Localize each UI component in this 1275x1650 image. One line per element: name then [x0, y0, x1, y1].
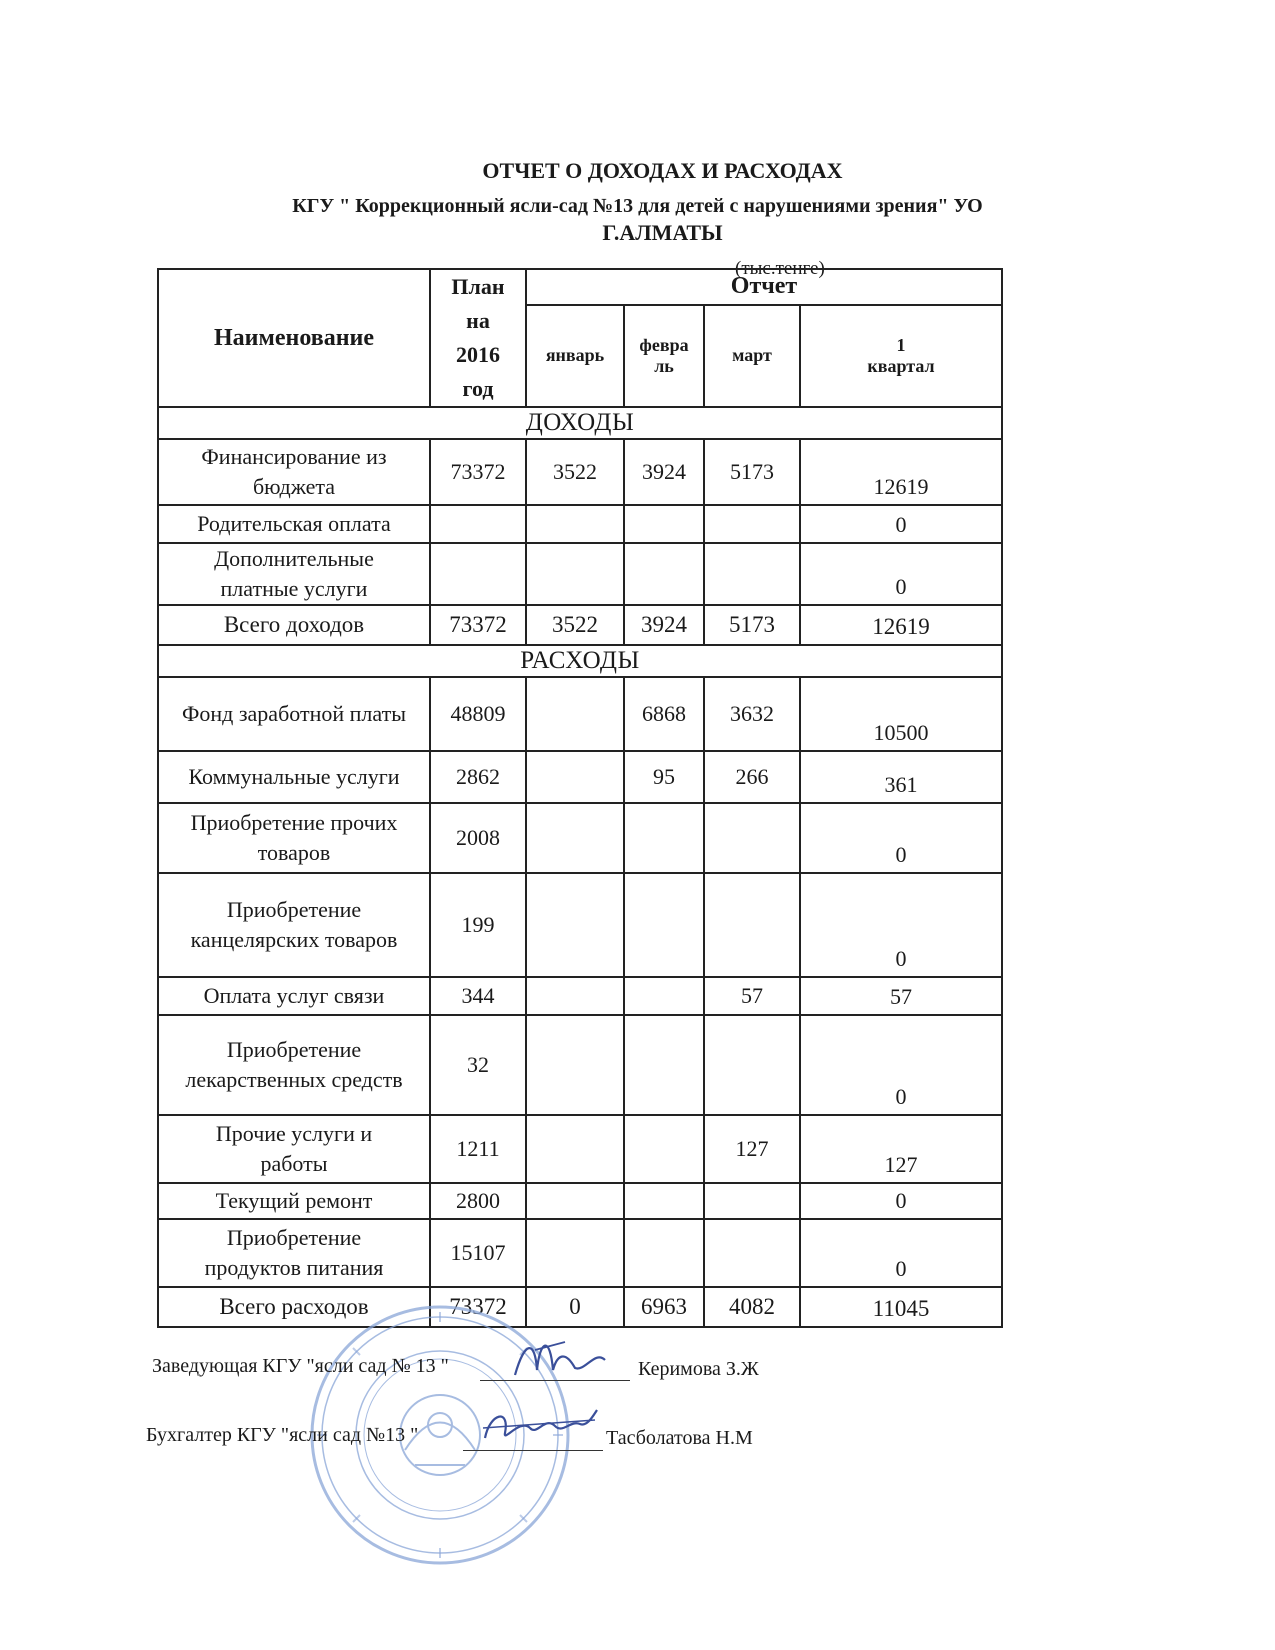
row-name: Приобретение продуктов питания — [158, 1219, 430, 1287]
col-header-plan: План на 2016 год — [430, 269, 526, 407]
cell-plan: 73372 — [430, 439, 526, 505]
col-header-february: февра ль — [624, 305, 704, 407]
row-name: Финансирование из бюджета — [158, 439, 430, 505]
cell-february — [624, 1015, 704, 1115]
cell-march: 57 — [704, 977, 800, 1015]
head-signature-icon — [505, 1330, 615, 1390]
expense-section-row — [158, 645, 1002, 677]
head-name: Керимова З.Ж — [638, 1358, 759, 1380]
head-signature-line — [480, 1380, 630, 1381]
cell-march: 5173 — [704, 439, 800, 505]
cell-plan — [430, 543, 526, 605]
cell-january: 3522 — [526, 439, 624, 505]
cell-march: 4082 — [704, 1287, 800, 1327]
income-section-title: ДОХОДЫ — [158, 407, 1002, 439]
cell-quarter: 0 — [800, 1219, 1002, 1287]
row-name: Коммунальные услуги — [158, 751, 430, 803]
table-row — [158, 505, 1002, 543]
cell-january — [526, 1183, 624, 1219]
cell-quarter: 0 — [800, 543, 1002, 605]
col-header-report: Отчет — [526, 269, 1002, 305]
cell-quarter: 0 — [800, 505, 1002, 543]
cell-february — [624, 977, 704, 1015]
accountant-signature-line — [463, 1450, 603, 1451]
table-row — [158, 873, 1002, 977]
cell-february — [624, 543, 704, 605]
cell-plan: 2862 — [430, 751, 526, 803]
table-row — [158, 803, 1002, 873]
cell-quarter: 57 — [800, 977, 1002, 1015]
row-name: Текущий ремонт — [158, 1183, 430, 1219]
cell-february — [624, 803, 704, 873]
cell-quarter: 0 — [800, 873, 1002, 977]
accountant-signature-icon — [475, 1398, 605, 1458]
cell-quarter: 0 — [800, 1183, 1002, 1219]
income-expense-table — [157, 268, 1003, 1328]
cell-plan — [430, 505, 526, 543]
cell-february: 6868 — [624, 677, 704, 751]
row-name: Приобретение прочих товаров — [158, 803, 430, 873]
cell-january — [526, 803, 624, 873]
table-row — [158, 977, 1002, 1015]
table-row — [158, 439, 1002, 505]
expense-section-title: РАСХОДЫ — [158, 645, 1002, 677]
cell-quarter: 127 — [800, 1115, 1002, 1183]
cell-march — [704, 803, 800, 873]
table-row — [158, 543, 1002, 605]
table-row — [158, 1015, 1002, 1115]
head-signature-label: Заведующая КГУ "ясли сад № 13 " — [152, 1355, 449, 1377]
cell-february — [624, 505, 704, 543]
cell-february — [624, 1115, 704, 1183]
cell-january — [526, 751, 624, 803]
cell-march: 3632 — [704, 677, 800, 751]
income-section-row — [158, 407, 1002, 439]
units-label: (тыс.тенге) — [735, 258, 825, 279]
col-header-quarter: 1 квартал — [800, 305, 1002, 407]
row-name: Фонд заработной платы — [158, 677, 430, 751]
cell-plan: 15107 — [430, 1219, 526, 1287]
row-name: Всего расходов — [158, 1287, 430, 1327]
cell-quarter: 0 — [800, 1015, 1002, 1115]
cell-quarter: 12619 — [800, 605, 1002, 645]
cell-january — [526, 543, 624, 605]
cell-january — [526, 677, 624, 751]
row-name: Прочие услуги и работы — [158, 1115, 430, 1183]
row-name: Приобретение лекарственных средств — [158, 1015, 430, 1115]
cell-march — [704, 543, 800, 605]
cell-february — [624, 1219, 704, 1287]
cell-quarter: 11045 — [800, 1287, 1002, 1327]
cell-plan: 344 — [430, 977, 526, 1015]
cell-february — [624, 1183, 704, 1219]
cell-january — [526, 873, 624, 977]
cell-plan: 73372 — [430, 1287, 526, 1327]
organization-line-1: КГУ " Коррекционный ясли-сад №13 для детей с нарушениями зрения" УО — [292, 195, 983, 217]
cell-january — [526, 977, 624, 1015]
accountant-name: Тасболатова Н.М — [606, 1427, 753, 1449]
row-name: Родительская оплата — [158, 505, 430, 543]
table-row — [158, 1183, 1002, 1219]
cell-plan: 2008 — [430, 803, 526, 873]
row-name: Приобретение канцелярских товаров — [158, 873, 430, 977]
cell-plan: 48809 — [430, 677, 526, 751]
cell-quarter: 0 — [800, 803, 1002, 873]
table-row — [158, 1219, 1002, 1287]
cell-march: 266 — [704, 751, 800, 803]
cell-march — [704, 505, 800, 543]
cell-january: 3522 — [526, 605, 624, 645]
table-row — [158, 751, 1002, 803]
cell-quarter: 10500 — [800, 677, 1002, 751]
col-header-name: Наименование — [158, 269, 430, 407]
row-name: Оплата услуг связи — [158, 977, 430, 1015]
cell-march — [704, 1183, 800, 1219]
cell-february — [624, 873, 704, 977]
expense-total-row — [158, 1287, 1002, 1327]
col-header-march: март — [704, 305, 800, 407]
cell-january — [526, 505, 624, 543]
report-title: ОТЧЕТ О ДОХОДАХ И РАСХОДАХ — [482, 158, 843, 183]
cell-quarter: 12619 — [800, 439, 1002, 505]
cell-january: 0 — [526, 1287, 624, 1327]
cell-plan: 199 — [430, 873, 526, 977]
cell-plan: 1211 — [430, 1115, 526, 1183]
cell-january — [526, 1015, 624, 1115]
cell-february: 6963 — [624, 1287, 704, 1327]
cell-february: 3924 — [624, 605, 704, 645]
table-row — [158, 677, 1002, 751]
cell-march — [704, 1219, 800, 1287]
organization-line-2: Г.АЛМАТЫ — [602, 220, 723, 245]
row-name: Дополнительные платные услуги — [158, 543, 430, 605]
table-row — [158, 1115, 1002, 1183]
income-total-row — [158, 605, 1002, 645]
cell-march: 5173 — [704, 605, 800, 645]
cell-march: 127 — [704, 1115, 800, 1183]
cell-january — [526, 1219, 624, 1287]
cell-plan: 73372 — [430, 605, 526, 645]
header-row-1 — [158, 269, 1002, 305]
row-name: Всего доходов — [158, 605, 430, 645]
cell-march — [704, 873, 800, 977]
cell-plan: 2800 — [430, 1183, 526, 1219]
accountant-signature-label: Бухгалтер КГУ "ясли сад №13 " — [146, 1424, 419, 1446]
cell-quarter: 361 — [800, 751, 1002, 803]
cell-february: 3924 — [624, 439, 704, 505]
cell-january — [526, 1115, 624, 1183]
col-header-january: январь — [526, 305, 624, 407]
cell-march — [704, 1015, 800, 1115]
cell-february: 95 — [624, 751, 704, 803]
cell-plan: 32 — [430, 1015, 526, 1115]
